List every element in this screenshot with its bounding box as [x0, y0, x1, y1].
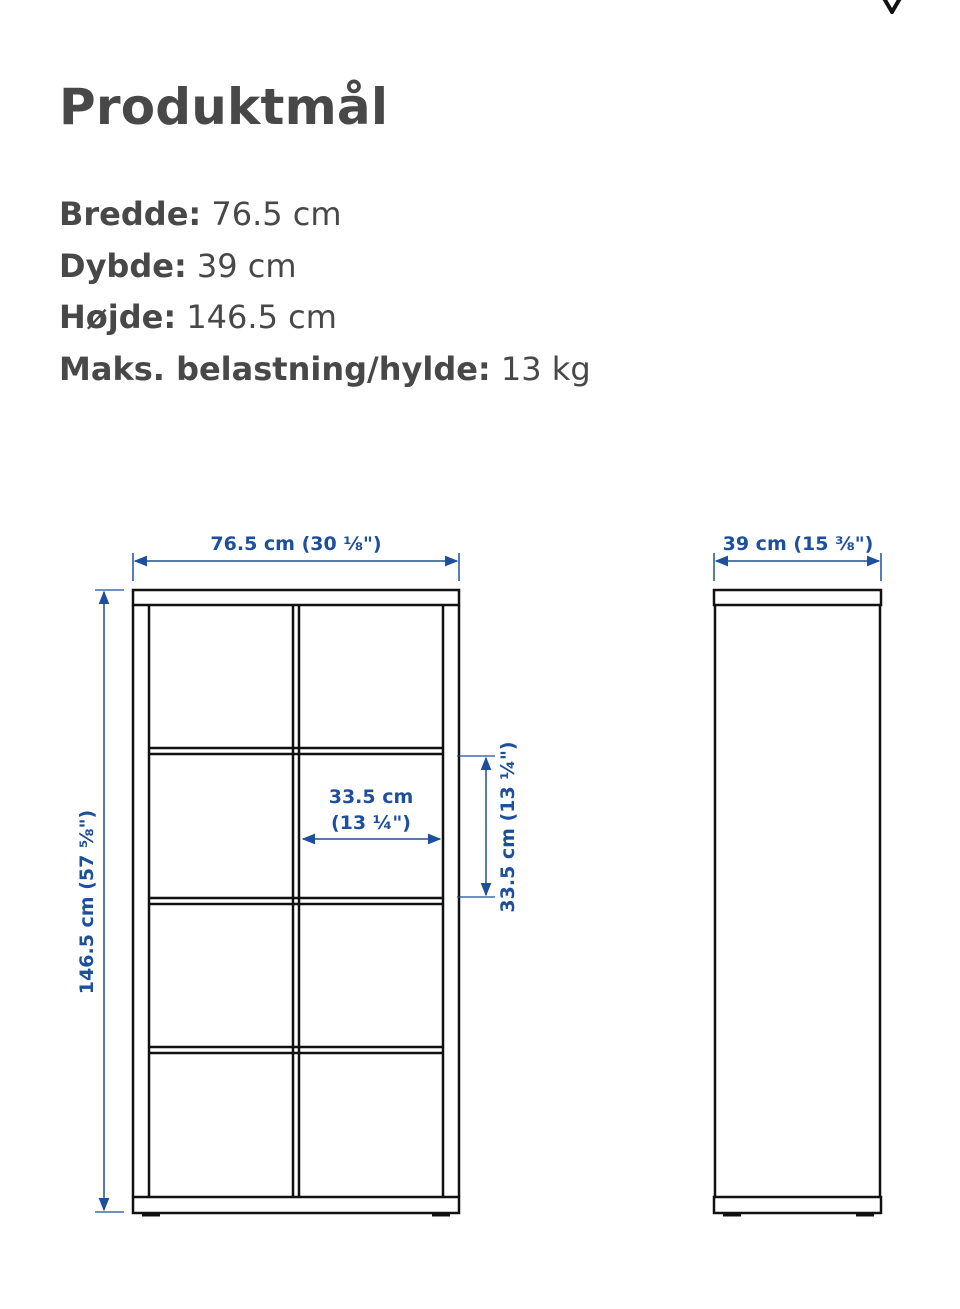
width-label: 76.5 cm (30 ⅛")	[210, 533, 382, 555]
shelf-front-drawing	[133, 590, 459, 1215]
close-button[interactable]	[868, 0, 912, 20]
spec-value: 13 kg	[500, 349, 591, 388]
spec-width	[59, 189, 591, 241]
spec-label: Bredde:	[59, 195, 202, 233]
compartment-width-dimension	[303, 786, 440, 839]
shelf-side-drawing	[714, 590, 881, 1215]
spec-depth	[59, 241, 591, 293]
page-title: Produktmål	[59, 78, 389, 136]
spec-label: Højde:	[59, 298, 177, 336]
dimension-diagram	[0, 500, 960, 1240]
compartment-height-dimension	[457, 741, 519, 912]
height-label: 146.5 cm (57 ⅝")	[76, 809, 98, 995]
compartment-width-label-line1: 33.5 cm	[328, 786, 414, 808]
compartment-height-label: 33.5 cm (13 ¼")	[497, 741, 519, 913]
spec-list	[59, 189, 591, 395]
spec-label: Maks. belastning/hylde:	[59, 349, 491, 388]
spec-value: 76.5 cm	[211, 195, 342, 233]
side-view	[714, 533, 881, 1215]
compartment-width-label-line2: (13 ¼")	[331, 812, 411, 834]
front-view	[76, 533, 519, 1215]
close-icon	[868, 0, 912, 20]
spec-value: 146.5 cm	[186, 298, 337, 336]
spec-value: 39 cm	[196, 246, 297, 285]
depth-label: 39 cm (15 ⅜")	[722, 533, 874, 555]
spec-max-load	[59, 344, 591, 396]
spec-height	[59, 292, 591, 344]
width-dimension	[133, 533, 459, 581]
depth-dimension	[714, 533, 881, 581]
spec-label: Dybde:	[59, 246, 187, 285]
height-dimension	[76, 590, 124, 1212]
